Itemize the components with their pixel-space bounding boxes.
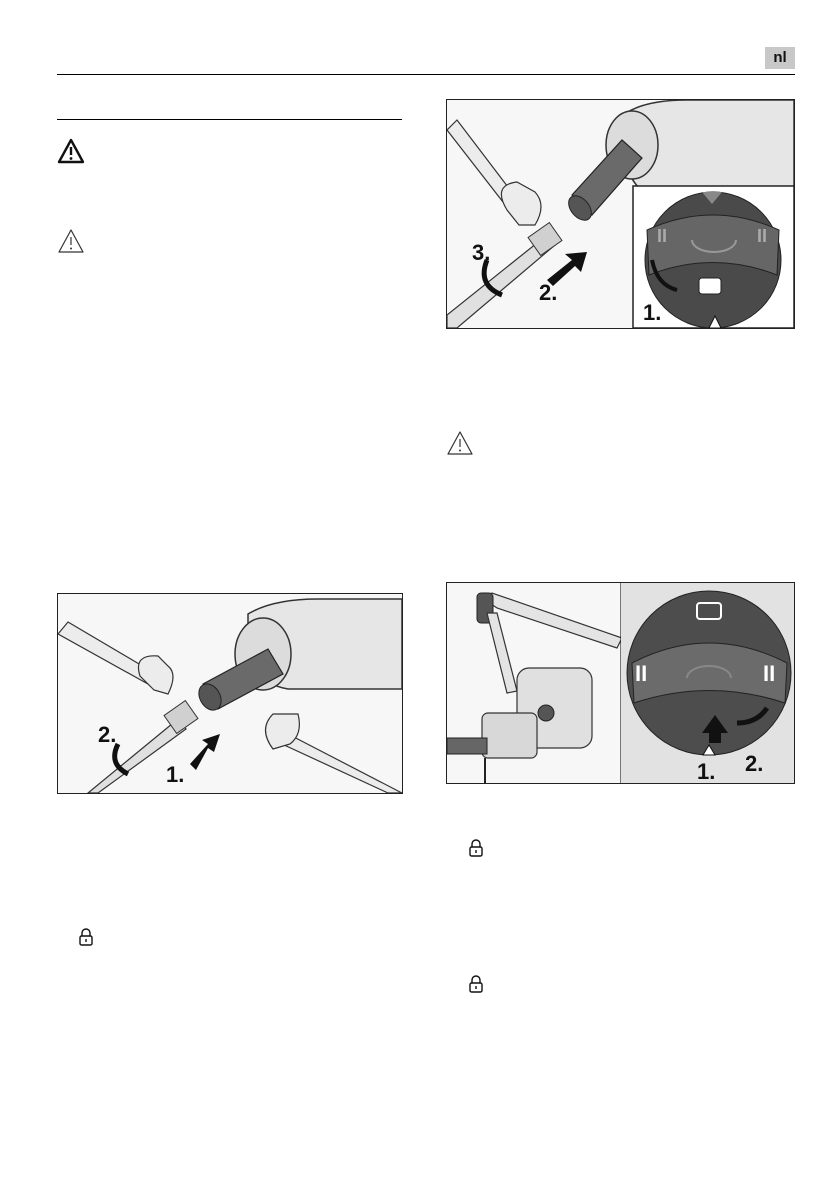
lock-icon-right-1	[468, 839, 484, 857]
language-badge: nl	[765, 47, 795, 69]
figure-bottom-right-step-2: 2.	[745, 751, 764, 776]
figure-gear-selector	[446, 582, 795, 784]
figure-top-right-step-3: 3.	[472, 240, 491, 265]
figure-wrench-mounting	[57, 593, 403, 794]
figure-bottom-right-step-1: 1.	[697, 759, 716, 783]
svg-text:II: II	[763, 661, 776, 686]
figure-left-step-2: 2.	[98, 722, 117, 747]
lock-icon-right-2	[468, 975, 484, 993]
header-rule	[57, 74, 795, 75]
svg-text:II: II	[635, 661, 648, 686]
svg-text:II: II	[757, 226, 768, 246]
figure-top-right-step-1: 1.	[643, 300, 662, 325]
lock-icon-left	[78, 928, 94, 946]
warning-icon-left	[57, 228, 85, 254]
warning-icon-bold	[57, 138, 85, 164]
section-rule-left	[57, 119, 402, 120]
svg-text:II: II	[657, 226, 668, 246]
figure-left-step-1: 1.	[166, 762, 185, 787]
warning-icon-right	[446, 430, 474, 456]
figure-spindle-lock	[446, 99, 795, 329]
figure-top-right-step-2: 2.	[539, 280, 558, 305]
